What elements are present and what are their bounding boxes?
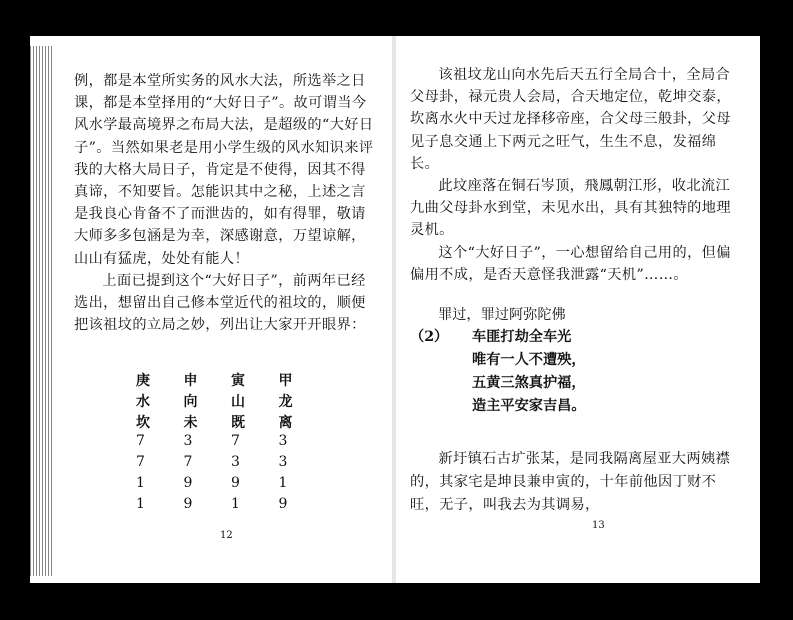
- table-header-row: [136, 391, 326, 412]
- poem-line: 唯有一人不遭殃，: [472, 352, 586, 368]
- table-header-row: [136, 412, 326, 433]
- paragraph: 这个“大好日子”，一心想留给自己用的，但偏偏用不成，是否天意怪我泄露“天机”……。: [410, 244, 731, 283]
- table-cell: 9: [231, 475, 240, 491]
- table-cell: 9: [278, 496, 288, 512]
- right-page-text: [410, 64, 740, 286]
- paragraph: 新圩镇石古圹张某，是同我隔离屋亚大两姨襟的，其家宅是坤艮兼申寅的，十年前他因丁财不旺，无子，叫我去为其调易，: [410, 451, 731, 513]
- table-cell: 水: [136, 394, 150, 410]
- table-row: [136, 496, 326, 517]
- paragraph: 上面已提到这个“大好日子”，前两年已经选出，想留出自己修本堂近代的祖坟的，顺便把该祖坟的立局之妙，列出让大家开开眼界：: [74, 272, 366, 334]
- table-row: [136, 454, 326, 475]
- table-cell: 未: [183, 415, 198, 431]
- page-number: 12: [220, 530, 233, 541]
- table-cell: 7: [231, 433, 240, 449]
- poem-line: [410, 326, 586, 349]
- table-cell: 1: [136, 496, 145, 512]
- book-spread: [30, 36, 760, 583]
- scan-border-top: [0, 0, 793, 36]
- scan-border-left: [0, 36, 30, 583]
- table-cell: 向: [183, 394, 198, 410]
- table-cell: 既: [231, 415, 245, 431]
- poem-line: 五黄三煞真护福，: [472, 375, 586, 391]
- table-cell: 离: [278, 415, 293, 431]
- table-cell: 1: [136, 475, 145, 491]
- table-cell: 3: [278, 433, 288, 449]
- date-table: [136, 370, 326, 517]
- right-page: [396, 36, 760, 583]
- poem-header: 罪过，罪过阿弥陀佛: [438, 307, 566, 323]
- table-cell: 3: [183, 433, 193, 449]
- paragraph: 该祖坟龙山向水先后天五行全局合十，全局合父母卦，禄元贵人会局，合天地定位，乾坤交泰，坎离水火中天过龙择移帝座，合父母三般卦，父母见子息交通上下两元之旺气，生生不息，发福绵长。: [410, 67, 731, 172]
- page-edge-stack: [30, 46, 52, 576]
- table-cell: 3: [278, 454, 288, 470]
- poem-line-text: 车匪打劫全车光: [472, 329, 572, 345]
- table-cell: 寅: [231, 373, 245, 389]
- poem: [410, 326, 586, 418]
- table-cell: 7: [136, 454, 145, 470]
- table-cell: 龙: [278, 394, 293, 410]
- poem-label: （2）: [410, 329, 449, 345]
- table-cell: 7: [136, 433, 145, 449]
- table-header-row: [136, 370, 326, 391]
- left-page: [30, 36, 390, 583]
- table-cell: 甲: [278, 373, 293, 389]
- table-cell: 山: [231, 394, 245, 410]
- table-cell: 坎: [136, 415, 150, 431]
- left-page-text: [74, 70, 379, 336]
- table-cell: 申: [183, 373, 198, 389]
- table-cell: 1: [278, 475, 288, 491]
- paragraph: 此坟座落在铜石岑顶，飛鳳朝江形，收北流江九曲父母卦水到堂，未见水出，具有其独特的地理灵机。: [410, 178, 731, 239]
- table-cell: 3: [231, 454, 240, 470]
- page-number: 13: [592, 520, 605, 531]
- paragraph: 例，都是本堂所实务的风水大法，所选举之日课，都是本堂择用的“大好日子”。故可谓当今风水学最高境界之布局大法，是超级的“大好日子”。当然如果老是用小学生级的风水知识来评我的大格大局日子，肯定是不使得，因其不得真谛，不知要旨。怎能识其中之秘，上述之言是我良心肯备不了而泄齿的，如有得罪，敬请大师多多包涵是为幸，深感谢意，万望谅解，山山有猛虎，处处有能人！: [74, 73, 374, 267]
- table-row: [136, 433, 326, 454]
- poem-line: 造主平安家吉昌。: [472, 398, 586, 414]
- scan-border-right: [760, 0, 793, 620]
- closing-paragraph: [410, 448, 745, 517]
- scan-border-bottom: [0, 583, 793, 620]
- table-cell: 9: [183, 496, 193, 512]
- table-row: [136, 475, 326, 496]
- table-cell: 1: [231, 496, 240, 512]
- table-cell: 9: [183, 475, 193, 491]
- table-cell: 庚: [136, 373, 150, 389]
- table-cell: 7: [183, 454, 193, 470]
